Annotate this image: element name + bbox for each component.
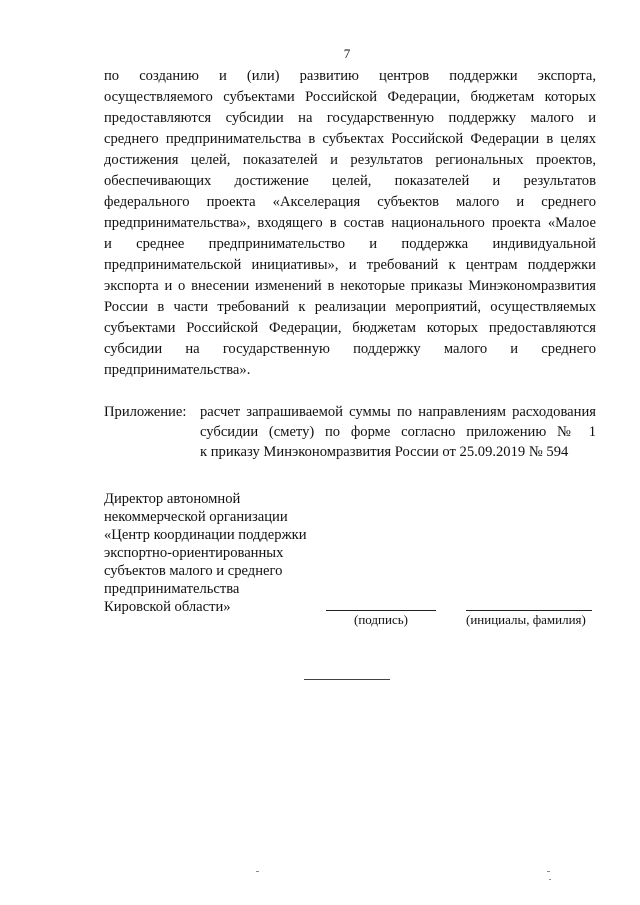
appendix-line: субсидии (смету) по форме согласно приложению № 1 [200, 424, 596, 440]
scan-speck [256, 871, 259, 872]
signatory-line: экспортно-ориентированных [104, 545, 284, 561]
body-line: достижения целей, показателей и результатов региональных проектов, [104, 152, 596, 168]
name-caption: (инициалы, фамилия) [466, 612, 586, 627]
body-line: обеспечивающих достижение целей, показателей и результатов [104, 173, 596, 189]
page-number: 7 [343, 46, 351, 61]
body-line: и среднее предпринимательство и поддержка индивидуальной [104, 236, 596, 252]
body-line: России в части требований к реализации мероприятий, осуществляемых [104, 299, 596, 315]
body-line: федерального проекта «Акселерация субъектов малого и среднего [104, 194, 596, 210]
scan-speck [549, 879, 551, 880]
signatory-line: предпринимательства [104, 581, 240, 597]
signatory-line: «Центр координации поддержки [104, 527, 307, 543]
signatory-line: Кировской области» [104, 599, 231, 615]
body-line: предпринимательской инициативы», и требований к центрам поддержки [104, 257, 596, 273]
signatory-line: Директор автономной [104, 491, 241, 507]
signature-rule [326, 610, 436, 611]
body-line: субъектами Российской Федерации, бюджетам которых предоставляются [104, 320, 596, 336]
body-line: предоставляются субсидии на государственную поддержку малого и [104, 110, 596, 126]
signatory-line: субъектов малого и среднего [104, 563, 283, 579]
appendix-label: Приложение: [104, 404, 187, 420]
body-line: экспорта и о внесении изменений в некоторые приказы Минэкономразвития [104, 278, 596, 294]
body-line: по созданию и (или) развитию центров поддержки экспорта, [104, 68, 596, 84]
separator-rule [304, 679, 390, 680]
body-line: среднего предпринимательства в субъектах Российской Федерации в целях [104, 131, 596, 147]
signature-caption: (подпись) [354, 612, 408, 627]
body-line: предпринимательства», входящего в состав национального проекта «Малое [104, 215, 596, 231]
appendix-line: к приказу Минэкономразвития России от 25.09.2019 № 594 [200, 444, 569, 460]
body-line: предпринимательства». [104, 362, 251, 378]
body-line: субсидии на государственную поддержку малого и среднего [104, 341, 596, 357]
body-line: осуществляемого субъектами Российской Федерации, бюджетам которых [104, 89, 596, 105]
name-rule [466, 610, 592, 611]
scan-speck [547, 871, 550, 872]
appendix-line: расчет запрашиваемой суммы по направлениям расходования [200, 404, 596, 420]
signatory-line: некоммерческой организации [104, 509, 288, 525]
